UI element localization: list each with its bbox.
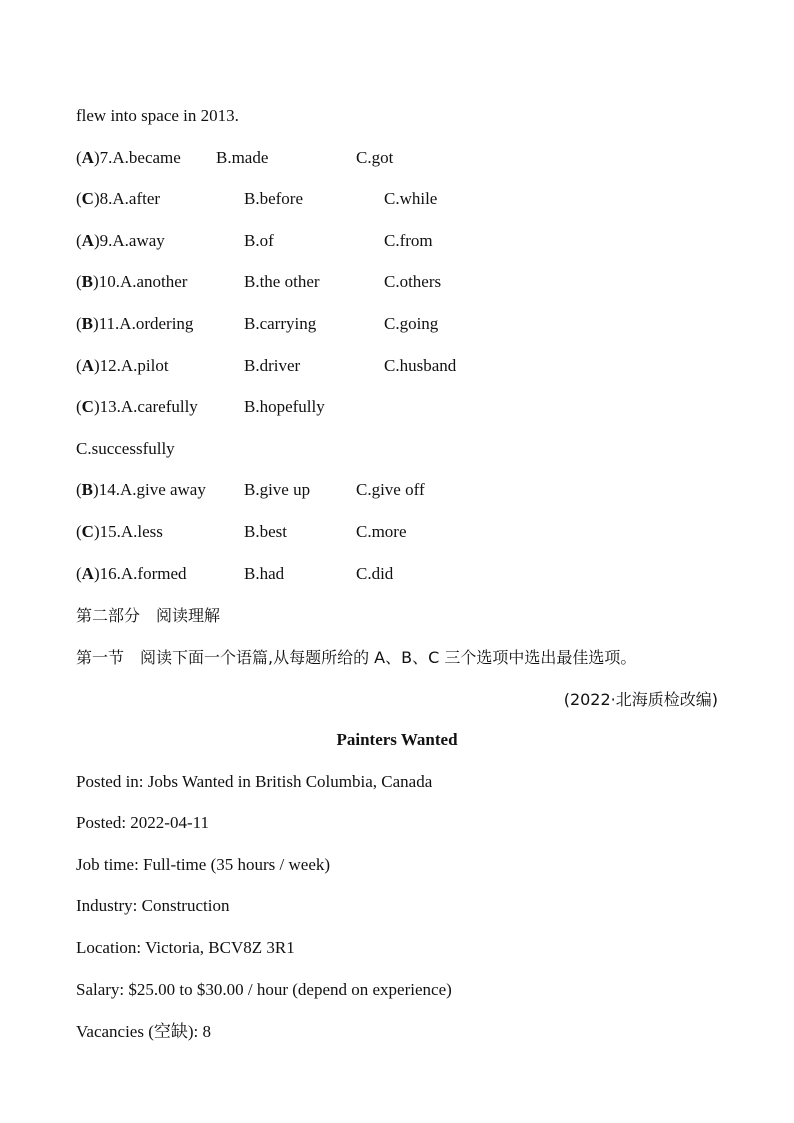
option-a-13: 13.A.carefully: [99, 397, 198, 416]
option-c-13: C.successfully: [76, 439, 175, 458]
option-c-9: C.from: [384, 231, 433, 250]
option-c-8: C.while: [384, 189, 438, 208]
ad-line-posted-in: Posted in: Jobs Wanted in British Columbia, Canada: [76, 772, 433, 791]
question-9: (A)9.A.away: [76, 231, 165, 250]
answer-16: A: [81, 564, 94, 583]
question-12: (A)12.A.pilot: [76, 356, 169, 375]
answer-13: C: [81, 397, 94, 416]
option-a-11: 11.A.ordering: [98, 314, 194, 333]
option-c-16: C.did: [356, 564, 394, 583]
option-c-10: C.others: [384, 272, 442, 291]
ad-line-location: Location: Victoria, BCV8Z 3R1: [76, 938, 295, 957]
question-16: (A)16.A.formed: [76, 564, 187, 583]
option-b-12: B.driver: [244, 356, 301, 375]
ad-title: Painters Wanted: [336, 730, 458, 749]
option-a-14: 14.A.give away: [98, 480, 206, 499]
option-c-12: C.husband: [384, 356, 457, 375]
option-c-14: C.give off: [356, 480, 425, 499]
ad-line-industry: Industry: Construction: [76, 896, 230, 915]
question-13: (C)13.A.carefully: [76, 397, 198, 416]
ad-line-posted: Posted: 2022-04-11: [76, 813, 210, 832]
option-a-10: 10.A.another: [98, 272, 188, 291]
option-a-8: 8.A.after: [99, 189, 161, 208]
question-8: (C)8.A.after: [76, 189, 161, 208]
answer-10: B: [81, 272, 94, 291]
option-b-16: B.had: [244, 564, 285, 583]
ad-line-job-time: Job time: Full-time (35 hours / week): [76, 855, 331, 874]
intro-line: flew into space in 2013.: [76, 106, 239, 125]
answer-7: A: [81, 148, 94, 167]
question-11: (B)11.A.ordering: [76, 314, 194, 333]
option-b-7: B.made: [216, 148, 269, 167]
option-b-13: B.hopefully: [244, 397, 325, 416]
option-b-15: B.best: [244, 522, 287, 541]
question-14: (B)14.A.give away: [76, 480, 206, 499]
option-a-15: 15.A.less: [99, 522, 163, 541]
option-b-8: B.before: [244, 189, 304, 208]
source-note: (2022·北海质检改编): [563, 690, 718, 709]
section-part-heading: 第二部分 阅读理解: [76, 606, 221, 625]
section-instruction: 第一节 阅读下面一个语篇,从每题所给的 A、B、C 三个选项中选出最佳选项。: [76, 648, 637, 667]
answer-9: A: [81, 231, 94, 250]
answer-15: C: [81, 522, 94, 541]
option-b-10: B.the other: [244, 272, 320, 291]
ad-line-vacancies: Vacancies (空缺): 8: [76, 1022, 212, 1041]
option-b-11: B.carrying: [244, 314, 317, 333]
answer-12: A: [81, 356, 94, 375]
option-a-9: 9.A.away: [99, 231, 165, 250]
answer-14: B: [81, 480, 94, 499]
question-7: (A)7.A.became: [76, 148, 181, 167]
option-a-16: 16.A.formed: [99, 564, 187, 583]
option-c-7: C.got: [356, 148, 394, 167]
option-b-14: B.give up: [244, 480, 311, 499]
option-c-15: C.more: [356, 522, 407, 541]
option-b-9: B.of: [244, 231, 274, 250]
option-a-12: 12.A.pilot: [99, 356, 169, 375]
ad-line-salary: Salary: $25.00 to $30.00 / hour (depend on experience): [76, 980, 452, 999]
option-a-7: 7.A.became: [99, 148, 181, 167]
option-c-11: C.going: [384, 314, 439, 333]
answer-11: B: [81, 314, 94, 333]
answer-8: C: [81, 189, 94, 208]
question-15: (C)15.A.less: [76, 522, 163, 541]
question-10: (B)10.A.another: [76, 272, 188, 291]
